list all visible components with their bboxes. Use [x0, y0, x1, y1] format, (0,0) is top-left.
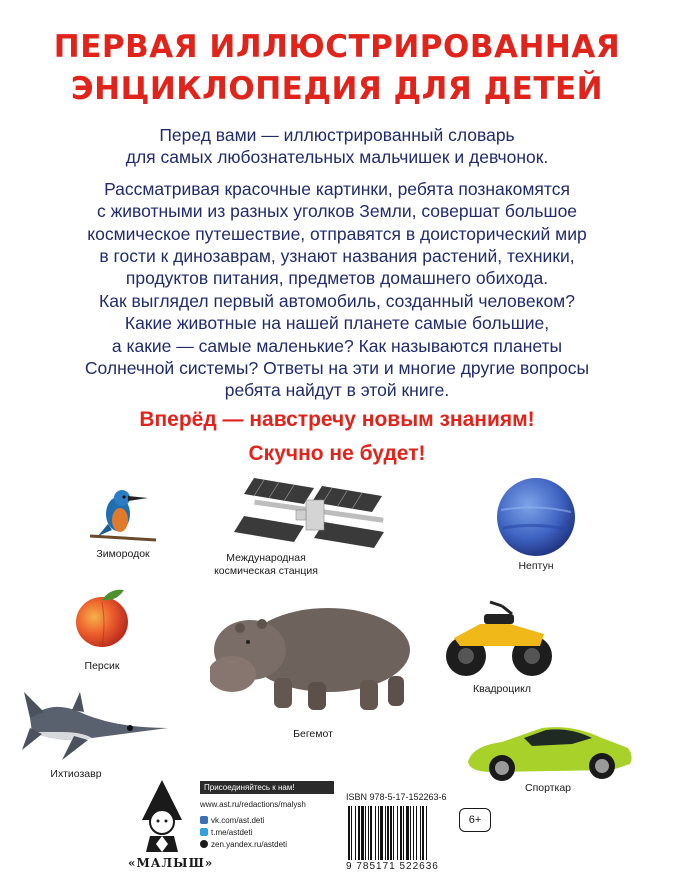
- barcode: [346, 806, 454, 860]
- site-url: www.ast.ru/redactions/malysh: [200, 799, 306, 809]
- hippo-picture: [210, 598, 416, 716]
- barcode-bar: [390, 806, 392, 860]
- zen-link[interactable]: [200, 838, 334, 850]
- publisher-name: «МАЛЫШ»: [128, 856, 214, 870]
- atv-picture: [440, 594, 560, 680]
- slogan-forward: Вперёд — навстречу новым знаниям!: [139, 408, 535, 431]
- cover-title: [0, 26, 674, 110]
- caption-hippo: Бегемот: [293, 728, 333, 740]
- barcode-bar: [403, 806, 404, 860]
- telegram-link[interactable]: [200, 826, 334, 838]
- malysh-logo: [136, 778, 188, 854]
- barcode-bar: [355, 806, 356, 860]
- barcode-bar: [368, 806, 369, 860]
- intro-line: ребята найдут в этой книге.: [224, 380, 450, 401]
- barcode-bar: [416, 806, 417, 860]
- vk-link[interactable]: [200, 814, 334, 826]
- barcode-bar: [380, 806, 383, 860]
- age-rating-badge: 6+: [459, 808, 491, 832]
- barcode-bar: [420, 806, 421, 860]
- vk-url: vk.com/ast.deti: [211, 815, 265, 825]
- intro-line: в гости к динозаврам, узнают названия растений, техники,: [99, 246, 575, 267]
- caption-ichthyosaur: Ихтиозавр: [50, 768, 102, 780]
- vk-icon: [200, 816, 208, 824]
- telegram-icon: [200, 828, 208, 836]
- intro-line: Рассматривая красочные картинки, ребята познакомятся: [104, 178, 570, 199]
- barcode-bar: [410, 806, 411, 860]
- caption-neptune: Нептун: [518, 560, 554, 572]
- intro-line: с животными из разных уголков Земли, совершат большое: [96, 201, 578, 222]
- barcode-bar: [385, 806, 386, 860]
- caption-kingfisher: Зимородок: [96, 548, 150, 560]
- slogan-not-boring: Скучно не будет!: [248, 442, 426, 465]
- zen-url: zen.yandex.ru/astdeti: [211, 839, 288, 849]
- site-link[interactable]: [200, 798, 334, 810]
- intro-line: космическое путешествие, отправятся в доисторический мир: [87, 223, 587, 244]
- intro-line: а какие — самые маленькие? Как называются планеты: [111, 335, 563, 356]
- peach-picture: [72, 584, 132, 648]
- caption-iss-line-1: Международная: [226, 552, 306, 564]
- barcode-bar: [348, 806, 350, 860]
- intro-paragraph-2: [40, 178, 634, 402]
- join-us-label: Присоединяйтесь к нам!: [200, 781, 334, 794]
- barcode-bar: [378, 806, 379, 860]
- caption-peach: Персик: [84, 660, 120, 672]
- social-links: [200, 781, 334, 850]
- barcode-bar: [365, 806, 366, 860]
- intro-line: продуктов питания, предметов домашнего обихода.: [125, 268, 549, 289]
- space-station-picture: [214, 474, 418, 554]
- intro-line: Как выглядел первый автомобиль, созданный человеком?: [99, 290, 575, 311]
- barcode-number: 9 785171 522636: [346, 861, 439, 872]
- intro-paragraph-1: [40, 124, 634, 169]
- barcode-bar: [426, 806, 427, 860]
- telegram-url: t.me/astdeti: [211, 827, 253, 837]
- barcode-bar: [422, 806, 424, 860]
- ichthyosaur-picture: [22, 688, 170, 764]
- isbn-text: ISBN 978-5-17-152263-6: [346, 792, 447, 802]
- caption-iss-line-2: космическая станция: [214, 565, 318, 577]
- intro-line: Перед вами — иллюстрированный словарь: [159, 125, 515, 145]
- title-line-1: ПЕРВАЯ ИЛЛЮСТРИРОВАННАЯ: [53, 29, 621, 65]
- barcode-bar: [413, 806, 414, 860]
- intro-text: [40, 124, 634, 411]
- neptune-picture: [495, 476, 577, 558]
- barcode-bar: [375, 806, 376, 860]
- intro-line: Какие животные на нашей планете самые большие,: [124, 313, 550, 334]
- barcode-bar: [397, 806, 398, 860]
- barcode-bar: [358, 806, 360, 860]
- sportscar-picture: [462, 716, 638, 784]
- barcode-bar: [393, 806, 394, 860]
- intro-line: для самых любознательных мальчишек и девчонок.: [125, 147, 549, 168]
- zen-icon: [200, 840, 208, 848]
- barcode-bar: [387, 806, 389, 860]
- barcode-bar: [400, 806, 402, 860]
- barcode-bar: [361, 806, 364, 860]
- caption-atv: Квадроцикл: [473, 683, 531, 695]
- barcode-bar: [370, 806, 372, 860]
- caption-iss: [196, 552, 336, 578]
- kingfisher-picture: [88, 484, 158, 542]
- barcode-bar: [406, 806, 409, 860]
- barcode-bar: [351, 806, 352, 860]
- caption-sportscar: Спорткар: [524, 782, 572, 794]
- intro-line: Солнечной системы? Ответы на эти и многие другие вопросы: [84, 358, 590, 379]
- title-line-2: ЭНЦИКЛОПЕДИЯ ДЛЯ ДЕТЕЙ: [70, 71, 604, 107]
